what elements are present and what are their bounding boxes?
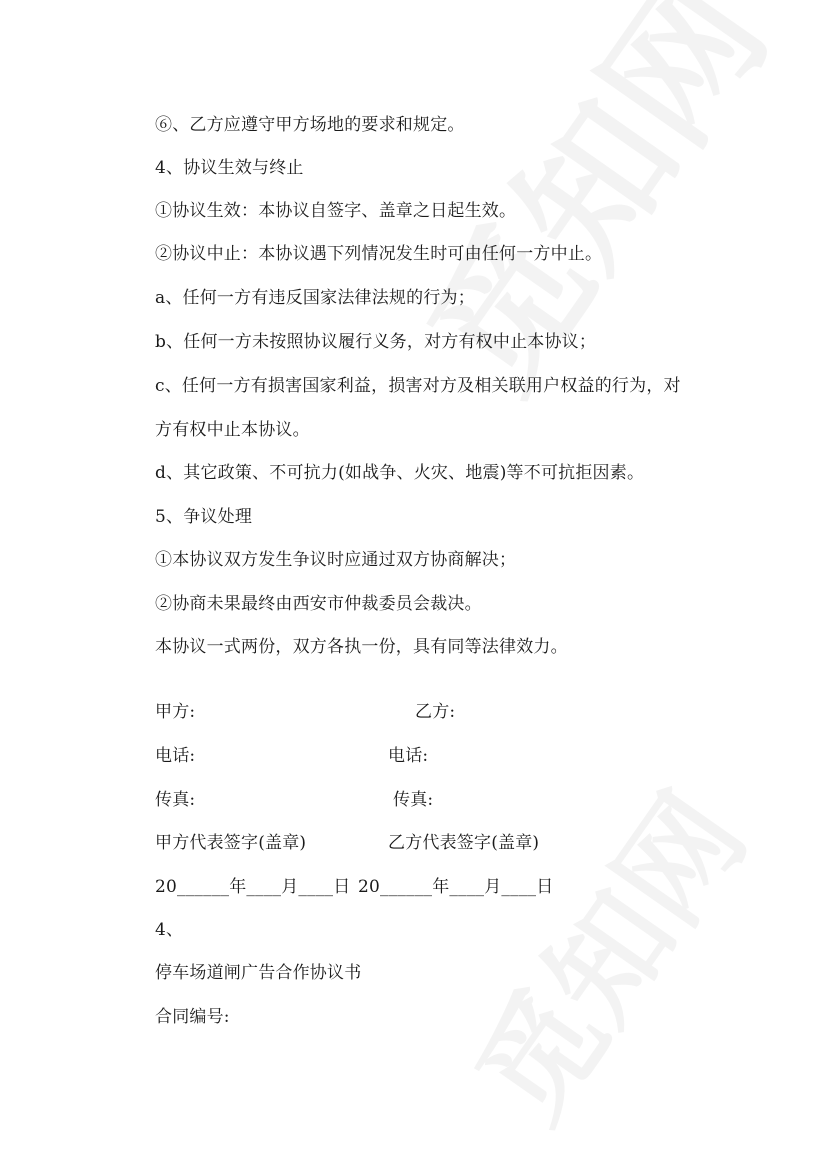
date-b: 20______年____月____日 xyxy=(358,877,554,897)
copies-clause: 本协议一式两份，双方各执一份，具有同等法律效力。 xyxy=(155,637,568,657)
section-5-heading: 5、争议处理 xyxy=(155,507,253,527)
fax-a-label: 传真: xyxy=(155,790,196,810)
section-4-heading: 4、协议生效与终止 xyxy=(155,158,304,178)
dispute-clause-2: ②协商未果最终由西安市仲裁委员会裁决。 xyxy=(155,594,482,614)
next-section-title: 停车场道闸广告合作协议书 xyxy=(155,963,362,983)
rep-a-signature: 甲方代表签字(盖章) xyxy=(155,833,307,853)
date-a: 20______年____月____日 xyxy=(155,877,351,897)
clause-effective: ①协议生效：本协议自签字、盖章之日起生效。 xyxy=(155,201,517,221)
dispute-clause-1: ①本协议双方发生争议时应通过双方协商解决； xyxy=(155,550,517,570)
clause-suspension: ②协议中止：本协议遇下列情况发生时可由任何一方中止。 xyxy=(155,244,603,264)
rep-b-signature: 乙方代表签字(盖章) xyxy=(388,833,540,853)
fax-b-label: 传真: xyxy=(393,790,434,810)
watermark-lower xyxy=(430,755,777,1149)
clause-b: b、任何一方未按照协议履行义务，对方有权中止本协议； xyxy=(155,332,597,352)
clause-c-line-1: c、任何一方有损害国家利益，损害对方及相关联用户权益的行为，对 xyxy=(155,376,681,396)
party-b-label: 乙方: xyxy=(415,702,456,722)
clause-6-party-b-rules: ⑥、乙方应遵守甲方场地的要求和规定。 xyxy=(155,115,465,135)
clause-d: d、其它政策、不可抗力(如战争、火灾、地震)等不可抗拒因素。 xyxy=(155,463,645,483)
clause-c-line-2: 方有权中止本协议。 xyxy=(155,420,310,440)
clause-a: a、任何一方有违反国家法律法规的行为； xyxy=(155,288,475,308)
phone-a-label: 电话: xyxy=(155,746,196,766)
phone-b-label: 电话: xyxy=(388,746,429,766)
party-a-label: 甲方: xyxy=(155,702,196,722)
next-section-number: 4、 xyxy=(155,920,184,940)
contract-number-label: 合同编号: xyxy=(155,1007,230,1027)
